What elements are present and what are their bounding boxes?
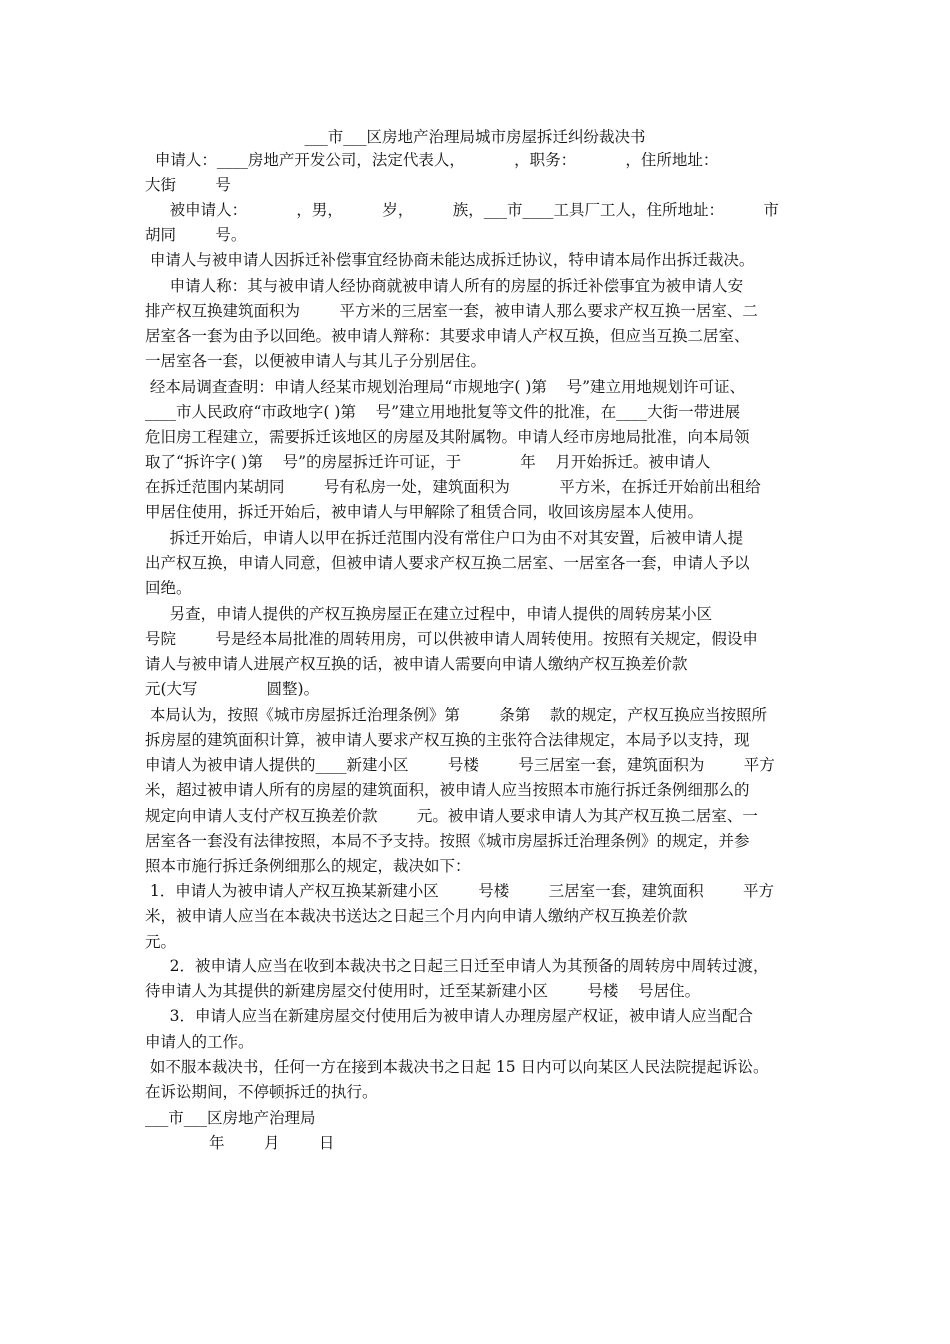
body-line: 甲居住使用，拆迁开始后，被申请人与甲解除了租赁合同，收回该房屋本人使用。 — [145, 503, 704, 521]
body-line: 1．申请人为被申请人产权互换某新建小区 号楼 三居室一套，建筑面积 平方 — [145, 882, 775, 900]
body-line: 在拆迁范围内某胡同 号有私房一处，建筑面积为 平方米，在拆迁开始前出租给 — [145, 478, 761, 496]
body-line: 经本局调查查明：申请人经某市规划治理局“市规地字( )第 号”建立用地规划许可证、 — [145, 378, 746, 396]
body-line: 大街 号 — [145, 176, 231, 194]
body-line: 米，超过被申请人所有的房屋的建筑面积，被申请人应当按照本市施行拆迁条例细那么的 — [145, 781, 750, 799]
body-line: 胡同 号。 — [145, 226, 247, 244]
body-line: 元。 — [145, 933, 177, 951]
body-line: 申请人：____房地产开发公司，法定代表人， ，职务： ，住所地址： — [145, 151, 719, 169]
body-line: ___市___区房地产治理局 — [145, 1109, 316, 1127]
body-line: 元(大写 圆整)。 — [145, 680, 320, 698]
body-line: 一居室各一套，以便被申请人与其儿子分别居住。 — [145, 352, 487, 370]
body-line: 另查，申请人提供的产权互换房屋正在建立过程中，申请人提供的周转房某小区 — [145, 605, 713, 623]
body-line: ____市人民政府“市政地字( )第 号”建立用地批复等文件的批准，在____大街一带进展 — [145, 403, 741, 421]
body-line: 回绝。 — [145, 579, 192, 597]
body-line: 在诉讼期间，不停顿拆迁的执行。 — [145, 1083, 378, 1101]
body-line: 申请人的工作。 — [145, 1033, 254, 1051]
body-line: 居室各一套为由予以回绝。被申请人辩称：其要求申请人产权互换，但应当互换二居室、 — [145, 327, 750, 345]
body-line: 3．申请人应当在新建房屋交付使用后为被申请人办理房屋产权证，被申请人应当配合 — [145, 1007, 753, 1025]
body-line: 请人与被申请人进展产权互换的话，被申请人需要向申请人缴纳产权互换差价款 — [145, 655, 688, 673]
body-line: 申请人与被申请人因拆迁补偿事宜经协商未能达成拆迁协议，特申请本局作出拆迁裁决。 — [145, 251, 755, 269]
body-line: 危旧房工程建立，需要拆迁该地区的房屋及其附属物。申请人经市房地局批准，向本局领 — [145, 428, 750, 446]
body-line: 如不服本裁决书，任何一方在接到本裁决书之日起 15 日内可以向某区人民法院提起诉讼。 — [145, 1058, 769, 1076]
body-line: 被申请人： ，男， 岁， 族，___市____工具厂工人，住所地址： 市 — [145, 201, 779, 219]
body-line: 拆迁开始后，申请人以甲在拆迁范围内没有常住户口为由不对其安置，后被申请人提 — [145, 529, 744, 547]
body-line: 规定向申请人支付产权互换差价款 元。被申请人要求申请人为其产权互换二居室、一 — [145, 807, 758, 825]
document-title: ___市___区房地产治理局城市房屋拆迁纠纷裁决书 — [304, 128, 646, 146]
body-line: 申请人为被申请人提供的____新建小区 号楼 号三居室一套，建筑面积为 平方 — [145, 756, 775, 774]
body-line: 照本市施行拆迁条例细那么的规定，裁决如下： — [145, 857, 471, 875]
body-line: 取了“拆许字( )第 号”的房屋拆迁许可证，于 年 月开始拆迁。被申请人 — [145, 453, 711, 471]
body-line: 拆房屋的建筑面积计算，被申请人要求产权互换的主张符合法律规定，本局予以支持，现 — [145, 731, 750, 749]
body-line: 2．被申请人应当在收到本裁决书之日起三日迁至申请人为其预备的周转房中周转过渡， — [145, 957, 769, 975]
body-line: 米，被申请人应当在本裁决书送达之日起三个月内向申请人缴纳产权互换差价款 — [145, 907, 688, 925]
body-line: 申请人称：其与被申请人经协商就被申请人所有的房屋的拆迁补偿事宜为被申请人安 — [145, 277, 744, 295]
body-line: 本局认为，按照《城市房屋拆迁治理条例》第 条第 款的规定，产权互换应当按照所 — [145, 706, 768, 724]
body-line: 号院 号是经本局批准的周转用房，可以供被申请人周转使用。按照有关规定，假设申 — [145, 630, 758, 648]
body-line: 待申请人为其提供的新建房屋交付使用时，迁至某新建小区 号楼 号居住。 — [145, 982, 701, 1000]
body-line: 年 月 日 — [145, 1134, 335, 1152]
body-line: 排产权互换建筑面积为 平方米的三居室一套，被申请人那么要求产权互换一居室、二 — [145, 302, 758, 320]
body-line: 居室各一套没有法律按照，本局不予支持。按照《城市房屋拆迁治理条例》的规定，并参 — [145, 832, 750, 850]
body-line: 出产权互换，申请人同意，但被申请人要求产权互换二居室、一居室各一套，申请人予以 — [145, 554, 750, 572]
